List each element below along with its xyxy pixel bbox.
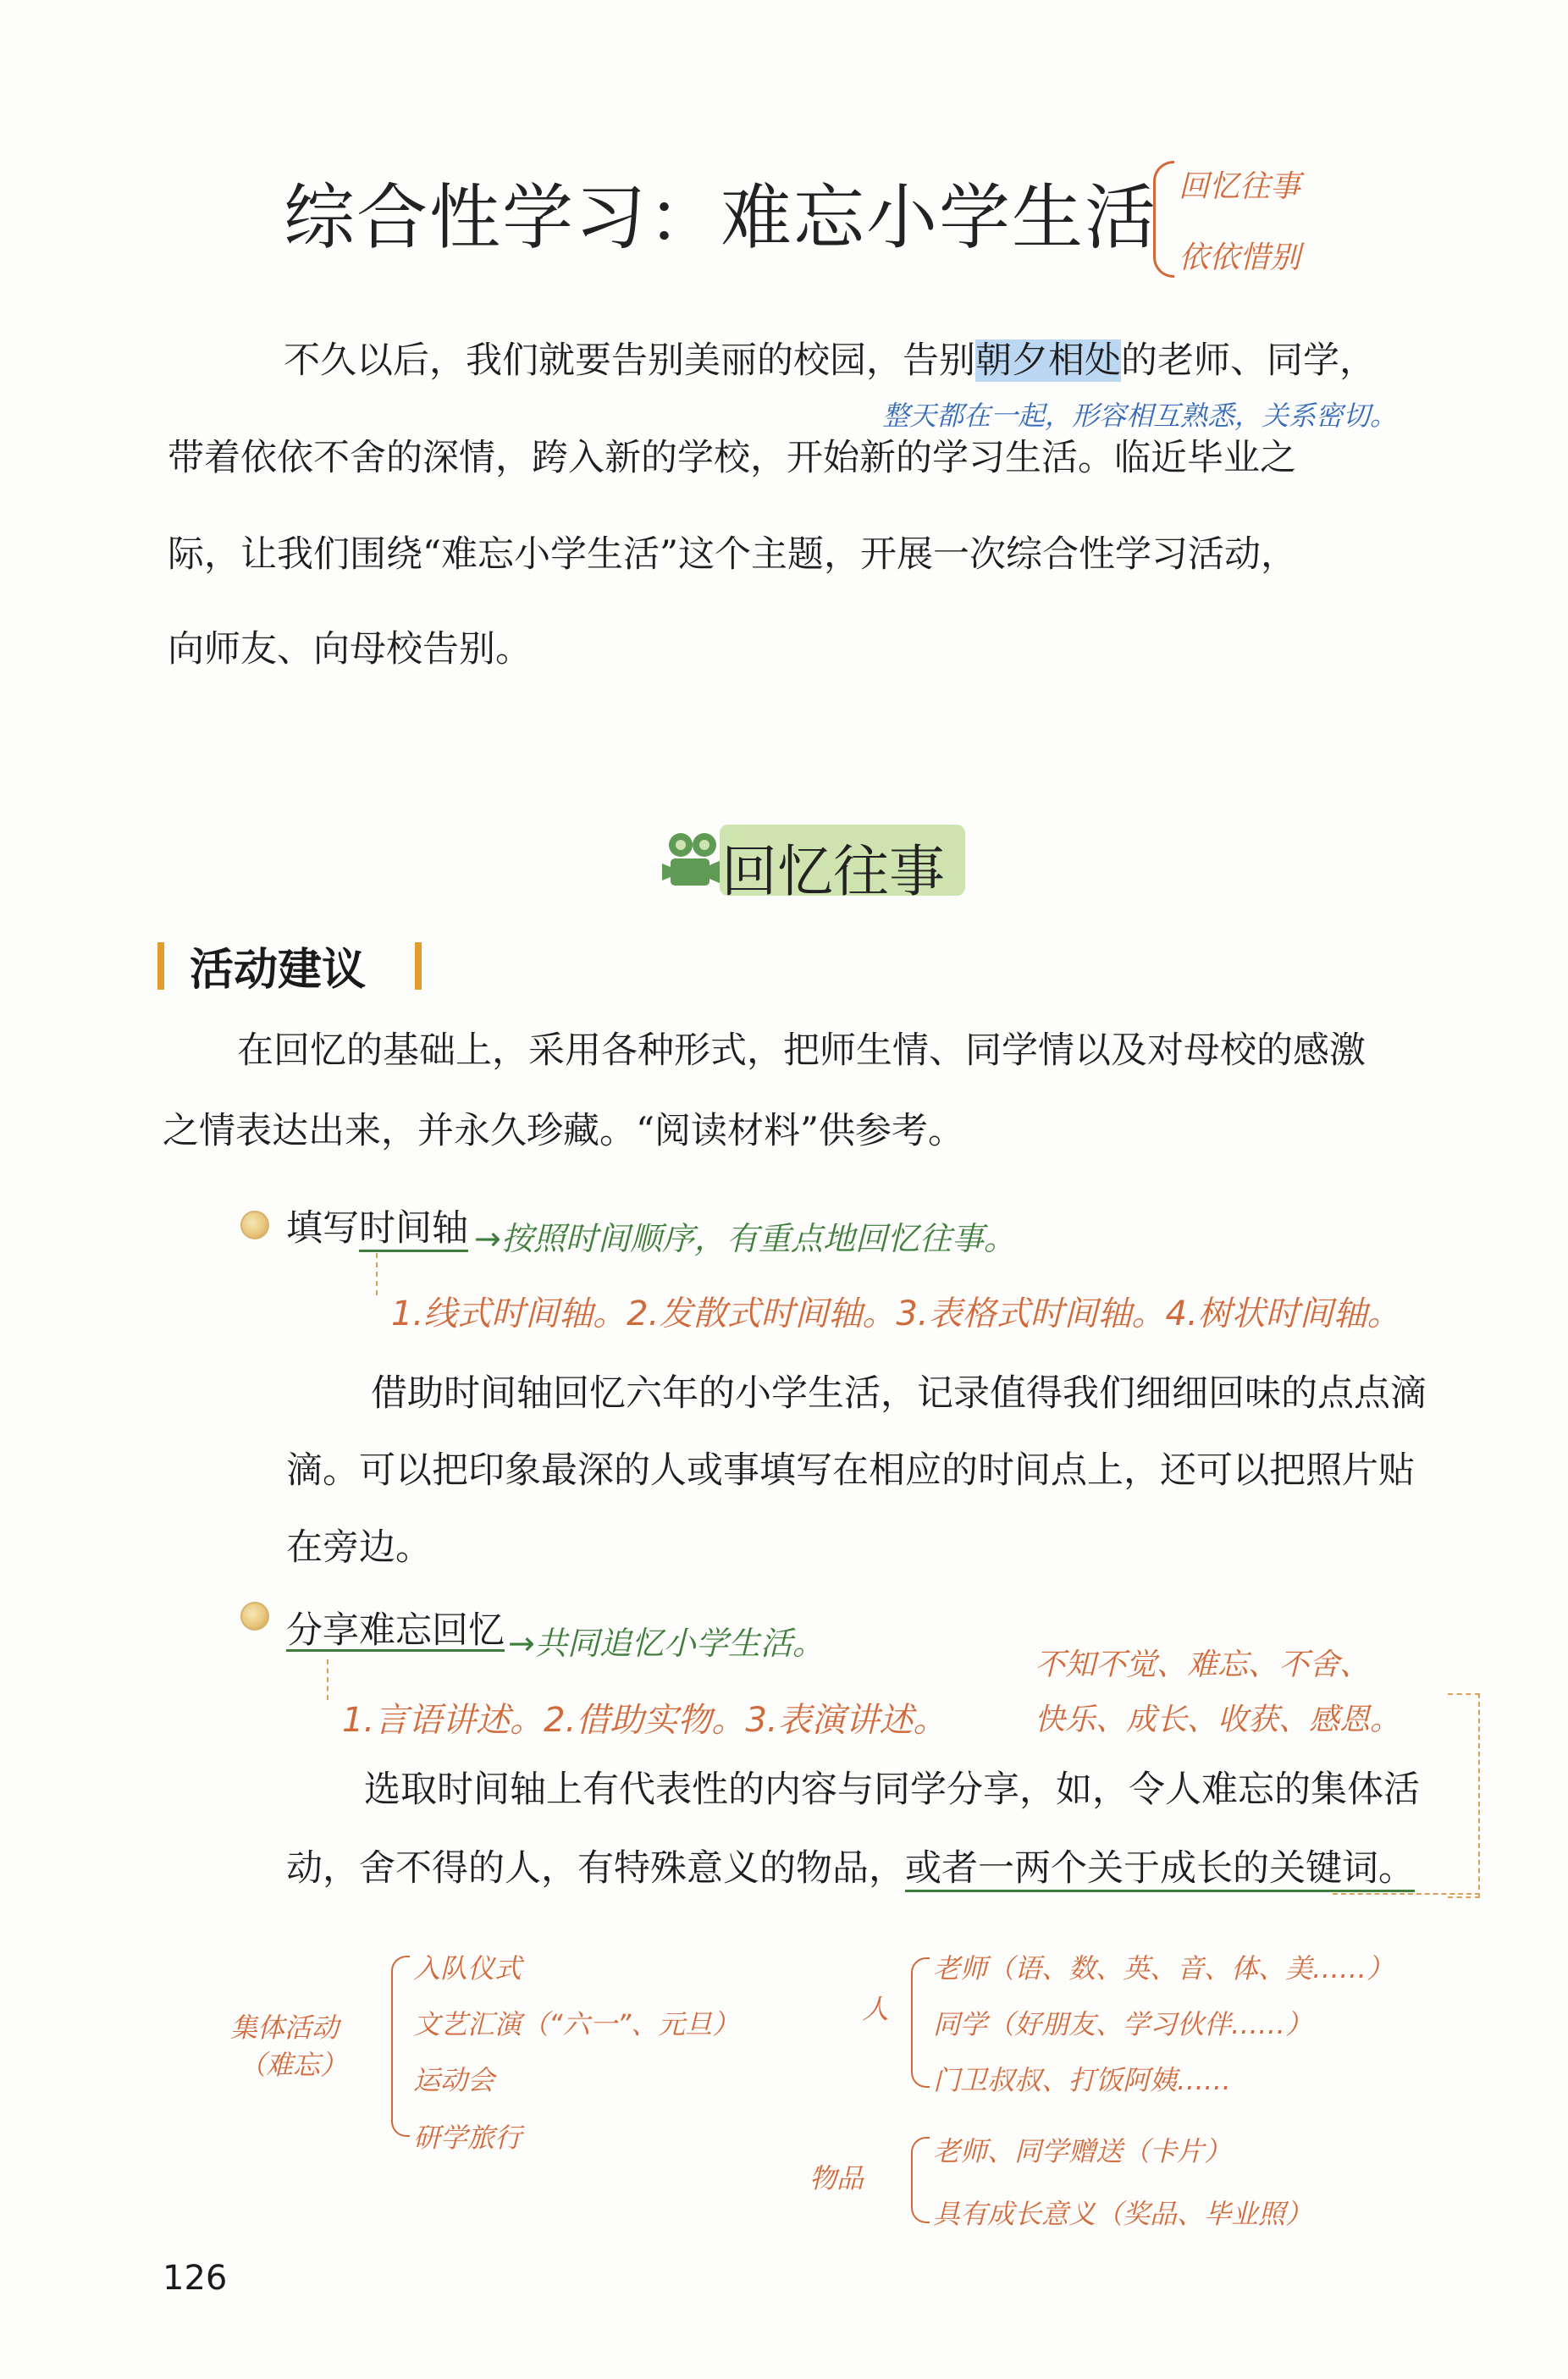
notes-left-brace (391, 1956, 410, 2137)
notes-left-item: 入队仪式 (413, 1952, 522, 1984)
intro-line-2: 带着依依不舍的深情，跨入新的学校，开始新的学习生活。临近毕业之 (168, 437, 1296, 479)
item2-title: 分享难忘回忆 (286, 1609, 505, 1652)
dashed-connector (1333, 1893, 1480, 1895)
notes-left-item: 研学旅行 (413, 2122, 522, 2154)
title-brace (1153, 161, 1174, 278)
item1-title-b: 时间轴 (359, 1207, 468, 1252)
notes-people-item: 同学（好朋友、学习伙伴……） (933, 2008, 1313, 2040)
notes-objects-label: 物品 (809, 2162, 864, 2194)
notes-objects-brace (911, 2137, 930, 2223)
bullet-icon (240, 1602, 269, 1631)
section-para-line-1: 在回忆的基础上，采用各种形式，把师生情、同学情以及对母校的感激 (237, 1029, 1366, 1072)
item2-keyword-phrase: 或者一两个关于成长的关键词。 (905, 1847, 1415, 1892)
highlight-word: 朝夕相处 (975, 339, 1121, 382)
item1-note: →按照时间顺序，有重点地回忆往事。 (474, 1220, 1016, 1257)
item2-methods: 1.言语讲述。2.借助实物。3.表演讲述。 (342, 1701, 947, 1740)
notes-objects-item: 具有成长意义（奖品、毕业照） (933, 2198, 1313, 2230)
item2-line-2a: 动，舍不得的人，有特殊意义的物品， (286, 1847, 905, 1890)
section-title: 回忆往事 (721, 839, 945, 904)
intro-line-1 (284, 339, 1376, 382)
word-annotation: 整天都在一起，形容相互熟悉，关系密切。 (882, 400, 1398, 432)
dashed-connector (327, 1659, 329, 1700)
notes-left-label-1: 集体活动 (230, 2012, 340, 2044)
notes-left-item: 文艺汇演（“六一”、元旦） (413, 2008, 740, 2040)
notes-left-item: 运动会 (413, 2064, 495, 2096)
title-note-1: 回忆往事 (1179, 169, 1301, 204)
dashed-connector (376, 1253, 378, 1295)
keywords-line-2: 快乐、成长、收获、感恩。 (1035, 1703, 1401, 1737)
keywords-line-1: 不知不觉、难忘、不舍、 (1035, 1648, 1371, 1682)
item2-note: →共同追忆小学生活。 (508, 1625, 825, 1662)
notes-people-label: 人 (862, 1993, 890, 2025)
title-note-2: 依依惜别 (1179, 240, 1301, 275)
item2-line-1: 选取时间轴上有代表性的内容与同学分享，如，令人难忘的集体活 (364, 1769, 1420, 1811)
notes-people-brace (911, 1957, 930, 2088)
intro-text: 的老师、同学， (1121, 339, 1376, 382)
intro-line-3: 际，让我们围绕“难忘小学生活”这个主题，开展一次综合性学习活动， (168, 533, 1297, 576)
subhead-text: 活动建议 (190, 945, 367, 996)
dashed-bracket (1448, 1693, 1480, 1898)
intro-text: 不久以后，我们就要告别美丽的校园，告别 (284, 339, 975, 382)
section-para-line-2: 之情表达出来，并永久珍藏。“阅读材料”供参考。 (163, 1110, 964, 1152)
bullet-icon (240, 1211, 269, 1239)
page-title: 综合性学习：难忘小学生活 (284, 176, 1158, 259)
notes-left-label-2: （难忘） (239, 2049, 348, 2081)
notes-people-item: 老师（语、数、英、音、体、美……） (933, 1952, 1394, 1984)
item1-types: 1.线式时间轴。2.发散式时间轴。3.表格式时间轴。4.树状时间轴。 (391, 1294, 1401, 1333)
item2-line-2 (286, 1847, 1415, 1890)
notes-people-item: 门卫叔叔、打饭阿姨…… (933, 2064, 1232, 2096)
film-camera-icon (662, 828, 721, 892)
item1-line-1: 借助时间轴回忆六年的小学生活，记录值得我们细细回味的点点滴 (371, 1372, 1427, 1415)
item1-line-2: 滴。可以把印象最深的人或事填写在相应的时间点上，还可以把照片贴 (286, 1449, 1415, 1492)
item1-line-3: 在旁边。 (286, 1526, 432, 1569)
section-banner (662, 818, 967, 902)
page-number: 126 (163, 2259, 228, 2298)
subhead-bar-left (157, 942, 164, 990)
subhead-bar-right (415, 942, 422, 990)
item1-title-a: 填写 (286, 1207, 359, 1250)
intro-line-4: 向师友、向母校告别。 (168, 628, 532, 671)
notes-objects-item: 老师、同学赠送（卡片） (933, 2135, 1232, 2167)
item1-title (286, 1207, 468, 1250)
